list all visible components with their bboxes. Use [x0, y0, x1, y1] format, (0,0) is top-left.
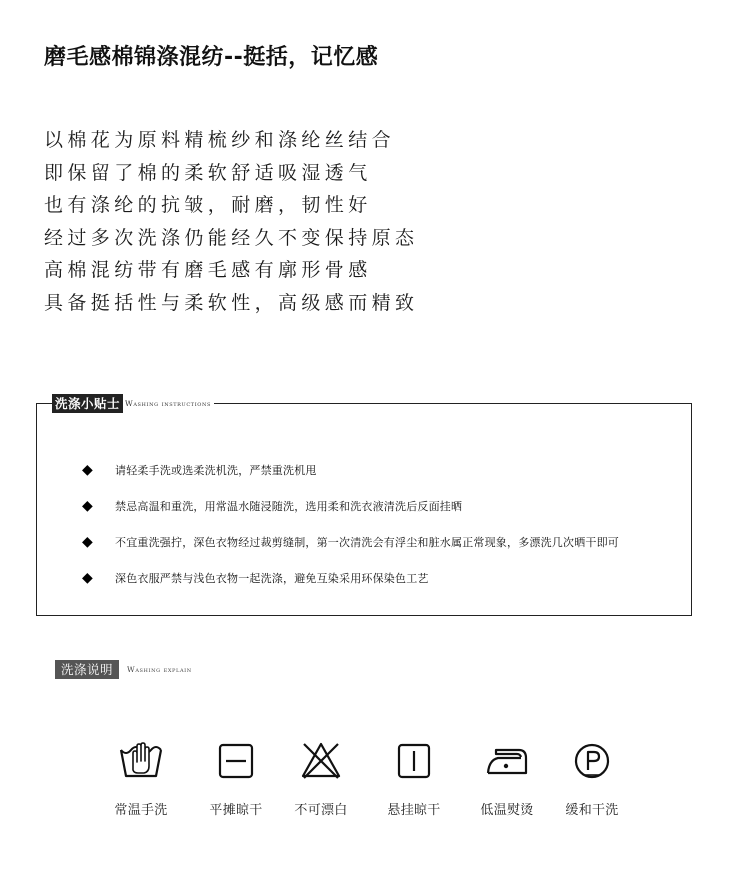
washing-tips-subtitle: Washing instructions — [125, 399, 211, 408]
washing-explain-subtitle: Washing explain — [127, 665, 192, 674]
care-label: 不可漂白 — [294, 803, 348, 818]
diamond-bullet-icon: ◆ — [82, 570, 93, 586]
line-dry-icon — [394, 740, 434, 780]
no-bleach-icon — [299, 740, 343, 780]
care-label: 平摊晾干 — [209, 803, 263, 818]
care-item-low-iron — [462, 740, 552, 818]
care-label: 悬挂晾干 — [387, 803, 441, 818]
tip-item — [82, 488, 619, 524]
care-label: 常温手洗 — [114, 803, 168, 818]
description-line: 以棉花为原料精梳纱和涤纶丝结合 — [44, 129, 396, 151]
description-line: 具备挺括性与柔软性，高级感而精致 — [44, 291, 419, 314]
dry-flat-icon — [216, 740, 256, 780]
care-label: 缓和干洗 — [565, 803, 619, 818]
washing-explain-tag: 洗涤说明 — [55, 660, 119, 679]
tip-item — [82, 524, 619, 560]
low-iron-icon — [484, 740, 530, 780]
description-line: 即保留了棉的柔软舒适吸湿透气 — [44, 161, 372, 184]
tip-text: 不宜重洗强拧，深色衣物经过裁剪缝制，第一次清洗会有浮尘和脏水属正常现象，多漂洗几次晒干即可 — [115, 536, 619, 549]
care-item-dry-clean — [547, 740, 637, 818]
tip-item — [82, 560, 619, 596]
washing-tips-list — [82, 452, 619, 596]
description-line: 经过多次洗涤仍能经久不变保持原态 — [44, 226, 419, 249]
care-item-dry-flat — [191, 740, 281, 818]
diamond-bullet-icon: ◆ — [82, 534, 93, 550]
care-label: 低温熨烫 — [480, 803, 534, 818]
care-item-no-bleach — [276, 740, 366, 818]
page-title: 磨毛感棉锦涤混纺--挺括，记忆感 — [44, 45, 379, 70]
diamond-bullet-icon: ◆ — [82, 462, 93, 478]
washing-tips-tag: 洗涤小贴士 — [52, 394, 123, 413]
fabric-description — [44, 124, 418, 319]
tip-item — [82, 452, 619, 488]
tip-text: 请轻柔手洗或选柔洗机洗，严禁重洗机甩 — [115, 464, 317, 477]
washing-tips-heading — [52, 394, 214, 413]
hand-wash-icon — [118, 740, 164, 780]
tip-text: 深色衣服严禁与浅色衣物一起洗涤，避免互染采用环保染色工艺 — [115, 572, 429, 585]
description-line: 也有涤纶的抗皱，耐磨，韧性好 — [44, 194, 372, 216]
dry-clean-p-icon — [572, 740, 612, 780]
care-item-line-dry — [369, 740, 459, 818]
diamond-bullet-icon: ◆ — [82, 498, 93, 514]
care-item-hand-wash — [96, 740, 186, 818]
tip-text: 禁忌高温和重洗，用常温水随浸随洗，选用柔和洗衣液清洗后反面挂晒 — [115, 500, 463, 513]
description-line: 高棉混纺带有磨毛感有廓形骨感 — [44, 259, 372, 281]
washing-explain-heading — [55, 660, 192, 679]
